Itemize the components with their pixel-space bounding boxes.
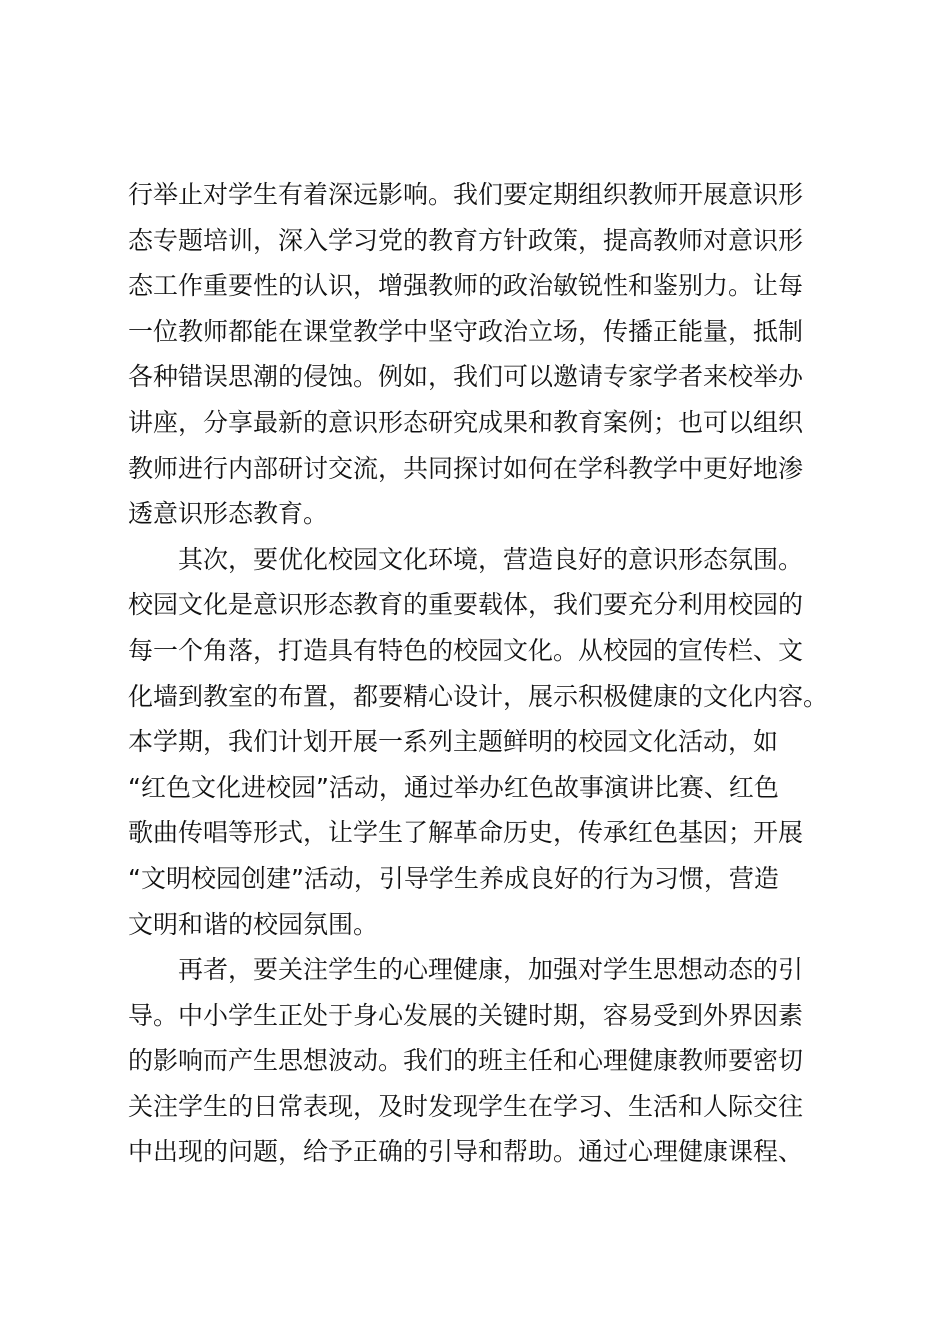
- text-line-5: 各种错误思潮的侵蚀。例如，我们可以邀请专家学者来校举办: [128, 362, 804, 392]
- text-line-13: 本学期，我们计划开展一系列主题鲜明的校园文化活动，如: [128, 727, 779, 757]
- text-line-21: 关注学生的日常表现，及时发现学生在学习、生活和人际交往: [128, 1091, 804, 1121]
- text-line-17: 文明和谐的校园氛围。: [128, 909, 379, 939]
- text-line-12: 化墙到教室的布置，都要精心设计，展示积极健康的文化内容。: [128, 681, 829, 711]
- text-line-16: “文明校园创建”活动，引导学生养成良好的行为习惯，营造: [128, 863, 779, 893]
- text-line-4: 一位教师都能在课堂教学中坚守政治立场，传播正能量，抵制: [128, 316, 804, 346]
- text-line-9: 其次，要优化校园文化环境，营造良好的意识形态氛围。: [178, 544, 804, 574]
- text-line-6: 讲座，分享最新的意识形态研究成果和教育案例；也可以组织: [128, 407, 804, 437]
- text-line-11: 每一个角落，打造具有特色的校园文化。从校园的宣传栏、文: [128, 635, 804, 665]
- text-line-20: 的影响而产生思想波动。我们的班主任和心理健康教师要密切: [128, 1046, 804, 1076]
- text-line-10: 校园文化是意识形态教育的重要载体，我们要充分利用校园的: [128, 590, 804, 620]
- text-line-14: “红色文化进校园”活动，通过举办红色故事演讲比赛、红色: [128, 772, 779, 802]
- text-line-2: 态专题培训，深入学习党的教育方针政策，提高教师对意识形: [128, 225, 804, 255]
- text-line-1: 行举止对学生有着深远影响。我们要定期组织教师开展意识形: [128, 180, 804, 209]
- text-line-7: 教师进行内部研讨交流，共同探讨如何在学科教学中更好地渗: [128, 453, 804, 483]
- text-line-22: 中出现的问题，给予正确的引导和帮助。通过心理健康课程、: [128, 1137, 804, 1167]
- text-line-8: 透意识形态教育。: [128, 499, 329, 529]
- text-line-15: 歌曲传唱等形式，让学生了解革命历史，传承红色基因；开展: [128, 818, 804, 848]
- text-line-18: 再者，要关注学生的心理健康，加强对学生思想动态的引: [178, 955, 804, 985]
- text-line-19: 导。中小学生正处于身心发展的关键时期，容易受到外界因素: [128, 1000, 804, 1030]
- text-line-3: 态工作重要性的认识，增强教师的政治敏锐性和鉴别力。让每: [128, 271, 804, 301]
- body-text: [128, 172, 836, 1175]
